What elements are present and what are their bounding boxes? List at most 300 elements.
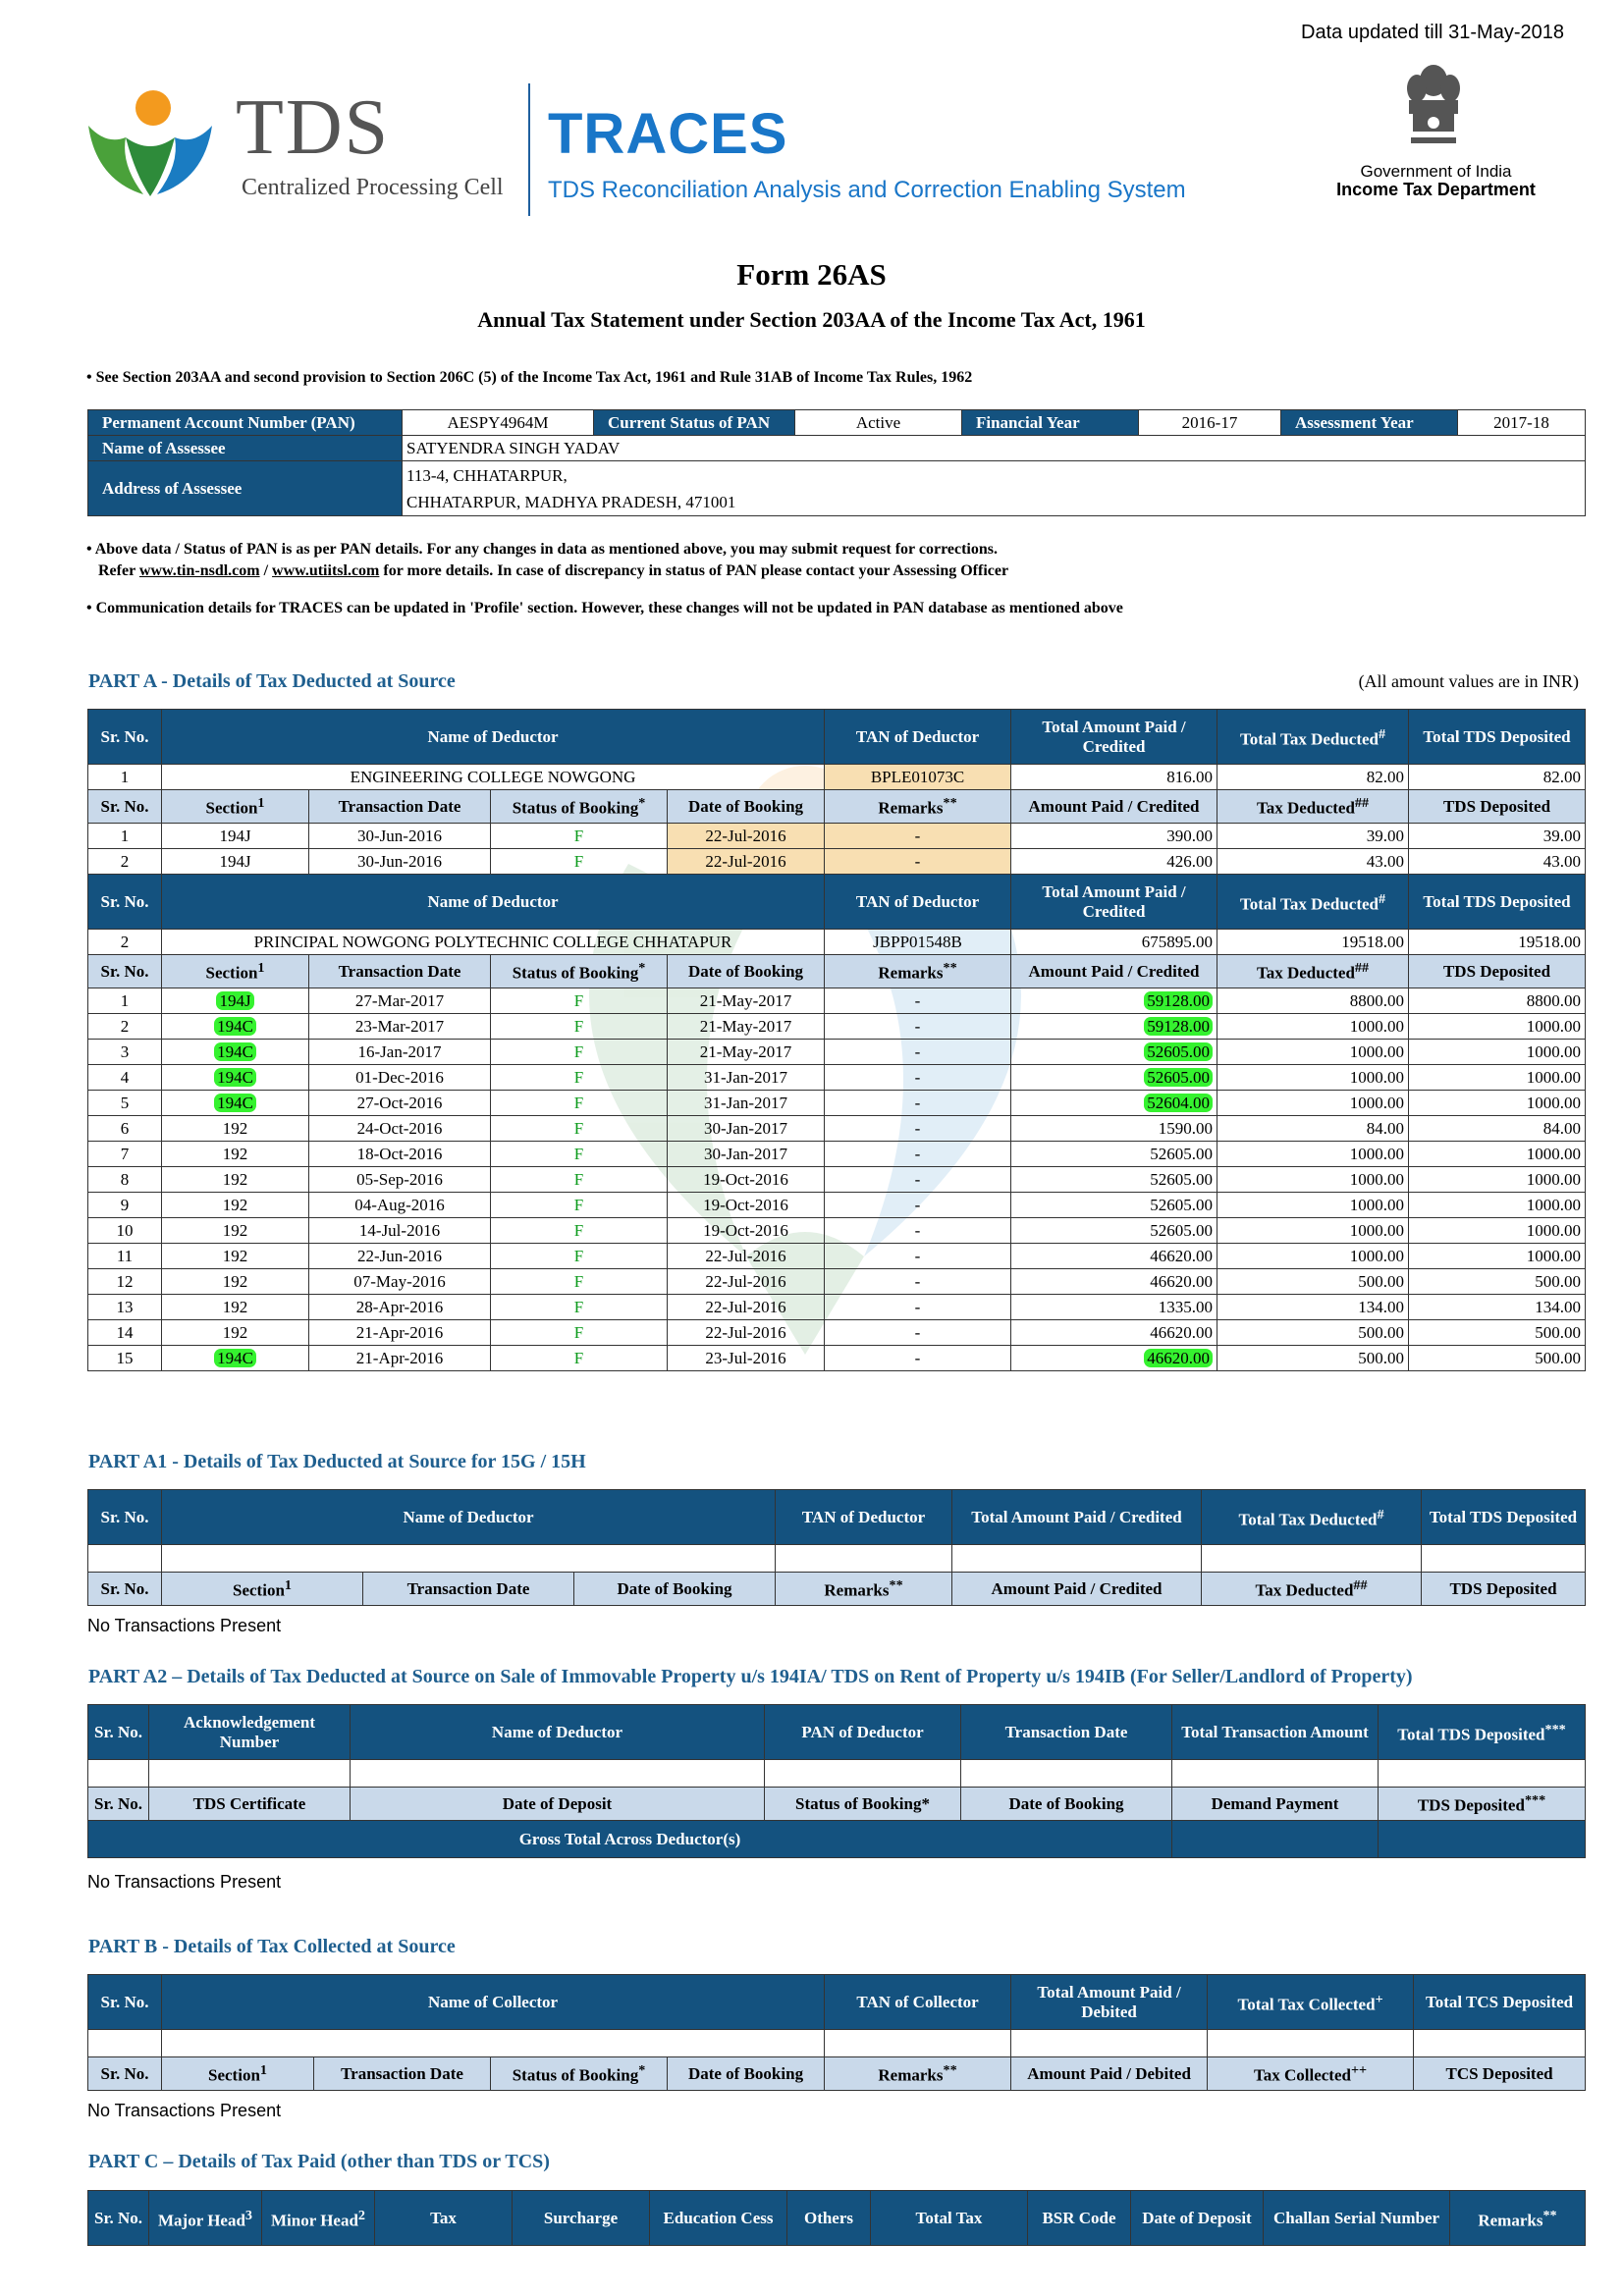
form-title: Form 26AS — [736, 257, 887, 292]
b-hdr-tan: TAN of Collector — [825, 1975, 1011, 2030]
txn-status: F — [491, 1014, 668, 1040]
hdr-total-tds: Total TDS Deposited — [1409, 875, 1586, 930]
income-tax-dept-label: Income Tax Department — [1336, 180, 1536, 199]
sub-sr: Sr. No. — [88, 955, 162, 988]
txn-remarks: - — [825, 988, 1011, 1014]
transaction-row — [88, 1167, 1586, 1193]
a1-sub-tds: TDS Deposited — [1422, 1573, 1586, 1606]
txn-sr: 9 — [88, 1193, 162, 1218]
txn-remarks: - — [825, 824, 1011, 849]
transaction-row — [88, 1116, 1586, 1142]
txn-section: 192 — [162, 1218, 309, 1244]
b-hdr-total-tcs: Total TCS Deposited — [1414, 1975, 1586, 2030]
txn-date: 01-Dec-2016 — [309, 1065, 491, 1091]
txn-tax: 500.00 — [1217, 1320, 1409, 1346]
txn-status: F — [491, 1116, 668, 1142]
sub-tax: Tax Deducted## — [1217, 955, 1409, 988]
txn-remarks: - — [825, 1295, 1011, 1320]
c-hdr-others: Others — [787, 2191, 871, 2246]
txn-status: F — [491, 1167, 668, 1193]
txn-tax: 1000.00 — [1217, 1040, 1409, 1065]
txn-booking-date: 21-May-2017 — [668, 1040, 825, 1065]
sub-section: Section$^1$ — [162, 790, 309, 824]
c-hdr-challan-serial: Challan Serial Number — [1264, 2191, 1450, 2246]
note-pan-details: • Above data / Status of PAN is as per PAN details. For any changes in data as mentioned above, you may submit request for corrections. Refer www.tin-nsdl.com / www.utiitsl.com for more details. In case of discrepancy in status of PAN please contact your Assessing Officer — [86, 541, 1009, 579]
b-sub-booking-date: Date of Booking — [668, 2057, 825, 2091]
b-hdr-total-tax: Total Tax Collected+ — [1208, 1975, 1414, 2030]
txn-sr: 14 — [88, 1320, 162, 1346]
txn-booking-date: 22-Jul-2016 — [668, 849, 825, 875]
sub-txn-date: Transaction Date — [309, 955, 491, 988]
a1-no-transactions: No Transactions Present — [87, 1616, 282, 1635]
txn-date: 27-Oct-2016 — [309, 1091, 491, 1116]
txn-remarks: - — [825, 1142, 1011, 1167]
c-hdr-sr: Sr. No. — [88, 2191, 149, 2246]
txn-remarks: - — [825, 1116, 1011, 1142]
txn-remarks: - — [825, 849, 1011, 875]
txn-booking-date: 30-Jan-2017 — [668, 1142, 825, 1167]
part-c-table — [87, 2190, 1586, 2246]
traces-wordmark: TRACES — [548, 102, 788, 166]
assessee-address-value: 113-4, CHHATARPUR, CHHATARPUR, MADHYA PRADESH, 471001 — [403, 461, 1586, 516]
txn-booking-date: 23-Jul-2016 — [668, 1346, 825, 1371]
txn-status: F — [491, 1142, 668, 1167]
b-sub-tcs: TCS Deposited — [1414, 2057, 1586, 2091]
transaction-row — [88, 1244, 1586, 1269]
txn-sr: 5 — [88, 1091, 162, 1116]
transaction-row — [88, 849, 1586, 875]
sub-section: Section$^1$ — [162, 955, 309, 988]
tds-logo-icon — [86, 86, 214, 204]
txn-status: F — [491, 1040, 668, 1065]
note-section-203aa: • See Section 203AA and second provision to Section 206C (5) of the Income Tax Act, 1961 and Rule 31AB of Income Tax Rules, 1962 — [86, 369, 973, 386]
sub-sr: Sr. No. — [88, 790, 162, 824]
a1-empty-row — [88, 1545, 1586, 1573]
txn-remarks: - — [825, 1244, 1011, 1269]
pan-status-value: Active — [795, 410, 962, 436]
txn-tax: 1000.00 — [1217, 1065, 1409, 1091]
assessee-name-value: SATYENDRA SINGH YADAV — [403, 436, 1586, 461]
txn-remarks: - — [825, 1065, 1011, 1091]
part-c-title: PART C – Details of Tax Paid (other than TDS or TCS) — [88, 2151, 550, 2172]
note-communication: • Communication details for TRACES can be updated in 'Profile' section. However, these changes will not be updated in PAN database as mentioned above — [86, 600, 1123, 616]
hdr-tan: TAN of Deductor — [825, 875, 1011, 930]
txn-tds: 43.00 — [1409, 849, 1586, 875]
txn-date: 16-Jan-2017 — [309, 1040, 491, 1065]
txn-tax: 500.00 — [1217, 1269, 1409, 1295]
sub-tds: TDS Deposited — [1409, 790, 1586, 824]
txn-date: 24-Oct-2016 — [309, 1116, 491, 1142]
hdr-deductor-name: Name of Deductor — [162, 710, 825, 765]
a2-hdr-pan: PAN of Deductor — [765, 1705, 961, 1760]
b-sub-remarks: Remarks** — [825, 2057, 1011, 2091]
txn-remarks: - — [825, 1014, 1011, 1040]
a1-hdr-sr: Sr. No. — [88, 1490, 162, 1545]
utiitsl-link[interactable]: www.utiitsl.com — [272, 562, 380, 579]
pan-status-label: Current Status of PAN — [594, 410, 795, 436]
txn-booking-date: 21-May-2017 — [668, 988, 825, 1014]
txn-section: 192 — [162, 1269, 309, 1295]
txn-status: F — [491, 1346, 668, 1371]
txn-sr: 15 — [88, 1346, 162, 1371]
txn-tds: 500.00 — [1409, 1346, 1586, 1371]
txn-tds: 500.00 — [1409, 1269, 1586, 1295]
deductor-row — [88, 930, 1586, 955]
a1-hdr-name: Name of Deductor — [162, 1490, 776, 1545]
sub-txn-date: Transaction Date — [309, 790, 491, 824]
txn-status: F — [491, 849, 668, 875]
a2-sub-certificate: TDS Certificate — [149, 1788, 351, 1821]
txn-amount: 426.00 — [1011, 849, 1217, 875]
transaction-row — [88, 1040, 1586, 1065]
a2-hdr-name: Name of Deductor — [351, 1705, 765, 1760]
a1-sub-sr: Sr. No. — [88, 1573, 162, 1606]
txn-tax: 43.00 — [1217, 849, 1409, 875]
txn-booking-date: 31-Jan-2017 — [668, 1065, 825, 1091]
txn-date: 27-Mar-2017 — [309, 988, 491, 1014]
c-hdr-minor-head: Minor Head$^2$ — [262, 2191, 375, 2246]
txn-date: 28-Apr-2016 — [309, 1295, 491, 1320]
c-hdr-bsr-code: BSR Code — [1028, 2191, 1131, 2246]
txn-amount: 52604.00 — [1011, 1091, 1217, 1116]
txn-tds: 39.00 — [1409, 824, 1586, 849]
a2-sub-booking-date: Date of Booking — [961, 1788, 1172, 1821]
hdr-total-tax: Total Tax Deducted# — [1217, 875, 1409, 930]
hdr-tan: TAN of Deductor — [825, 710, 1011, 765]
b-hdr-sr: Sr. No. — [88, 1975, 162, 2030]
tin-nsdl-link[interactable]: www.tin-nsdl.com — [138, 562, 260, 579]
txn-tds: 1000.00 — [1409, 1244, 1586, 1269]
txn-tds: 134.00 — [1409, 1295, 1586, 1320]
txn-sr: 2 — [88, 1014, 162, 1040]
sub-status: Status of Booking* — [491, 790, 668, 824]
part-a-table — [87, 709, 1586, 1371]
txn-tax: 1000.00 — [1217, 1091, 1409, 1116]
sub-booking-date: Date of Booking — [668, 955, 825, 988]
txn-section: 194C — [162, 1014, 309, 1040]
txn-section: 194C — [162, 1091, 309, 1116]
a2-sub-demand: Demand Payment — [1172, 1788, 1379, 1821]
financial-year-value: 2016-17 — [1139, 410, 1281, 436]
txn-remarks: - — [825, 1040, 1011, 1065]
b-hdr-total-paid: Total Amount Paid / Debited — [1011, 1975, 1208, 2030]
txn-date: 05-Sep-2016 — [309, 1167, 491, 1193]
txn-amount: 1335.00 — [1011, 1295, 1217, 1320]
txn-remarks: - — [825, 1167, 1011, 1193]
assessment-year-value: 2017-18 — [1458, 410, 1586, 436]
txn-amount: 46620.00 — [1011, 1244, 1217, 1269]
txn-amount: 52605.00 — [1011, 1167, 1217, 1193]
part-a1-table — [87, 1489, 1586, 1606]
a2-hdr-sr: Sr. No. — [88, 1705, 149, 1760]
txn-date: 30-Jun-2016 — [309, 824, 491, 849]
part-a1-title: PART A1 - Details of Tax Deducted at Source for 15G / 15H — [88, 1451, 586, 1472]
c-hdr-education-cess: Education Cess — [650, 2191, 787, 2246]
c-hdr-total-tax: Total Tax — [871, 2191, 1028, 2246]
txn-date: 23-Mar-2017 — [309, 1014, 491, 1040]
txn-sr: 8 — [88, 1167, 162, 1193]
a1-hdr-tan: TAN of Deductor — [776, 1490, 952, 1545]
txn-date: 22-Jun-2016 — [309, 1244, 491, 1269]
deductor-total-paid: 816.00 — [1011, 765, 1217, 790]
txn-booking-date: 22-Jul-2016 — [668, 1244, 825, 1269]
a2-gross-total: Gross Total Across Deductor(s) — [88, 1821, 1172, 1858]
txn-section: 192 — [162, 1142, 309, 1167]
header-divider — [528, 83, 530, 216]
c-hdr-tax: Tax — [375, 2191, 513, 2246]
txn-status: F — [491, 1295, 668, 1320]
transaction-row — [88, 1065, 1586, 1091]
transaction-row — [88, 1193, 1586, 1218]
tds-subtitle: Centralized Processing Cell — [242, 175, 504, 200]
txn-remarks: - — [825, 1218, 1011, 1244]
txn-amount: 52605.00 — [1011, 1218, 1217, 1244]
transaction-row — [88, 1142, 1586, 1167]
txn-amount: 46620.00 — [1011, 1320, 1217, 1346]
txn-status: F — [491, 1244, 668, 1269]
sub-tds: TDS Deposited — [1409, 955, 1586, 988]
deductor-total-paid: 675895.00 — [1011, 930, 1217, 955]
a2-empty-row — [88, 1760, 1586, 1788]
txn-sr: 1 — [88, 988, 162, 1014]
assessee-table — [87, 409, 1586, 516]
sub-remarks: Remarks** — [825, 790, 1011, 824]
txn-sr: 4 — [88, 1065, 162, 1091]
txn-booking-date: 22-Jul-2016 — [668, 1295, 825, 1320]
txn-booking-date: 22-Jul-2016 — [668, 1320, 825, 1346]
txn-amount: 52605.00 — [1011, 1040, 1217, 1065]
transaction-row — [88, 1320, 1586, 1346]
txn-section: 194J — [162, 824, 309, 849]
txn-section: 194J — [162, 849, 309, 875]
b-sub-txn-date: Transaction Date — [314, 2057, 491, 2091]
deductor-total-tds: 82.00 — [1409, 765, 1586, 790]
sub-amount: Amount Paid / Credited — [1011, 955, 1217, 988]
txn-booking-date: 22-Jul-2016 — [668, 1269, 825, 1295]
txn-section: 194J — [162, 988, 309, 1014]
a1-hdr-total-tds: Total TDS Deposited — [1422, 1490, 1586, 1545]
assessment-year-label: Assessment Year — [1281, 410, 1458, 436]
txn-date: 18-Oct-2016 — [309, 1142, 491, 1167]
txn-tds: 1000.00 — [1409, 1218, 1586, 1244]
national-emblem-icon — [1399, 59, 1468, 157]
deductor-name: PRINCIPAL NOWGONG POLYTECHNIC COLLEGE CHHATAPUR — [162, 930, 825, 955]
txn-remarks: - — [825, 1346, 1011, 1371]
txn-date: 30-Jun-2016 — [309, 849, 491, 875]
txn-remarks: - — [825, 1193, 1011, 1218]
txn-sr: 10 — [88, 1218, 162, 1244]
sub-tax: Tax Deducted## — [1217, 790, 1409, 824]
deductor-row — [88, 765, 1586, 790]
b-no-transactions: No Transactions Present — [87, 2101, 282, 2120]
financial-year-label: Financial Year — [962, 410, 1139, 436]
sub-remarks: Remarks** — [825, 955, 1011, 988]
deductor-sr: 1 — [88, 765, 162, 790]
txn-section: 194C — [162, 1065, 309, 1091]
txn-section: 194C — [162, 1040, 309, 1065]
a1-sub-amount: Amount Paid / Credited — [952, 1573, 1202, 1606]
txn-tds: 1000.00 — [1409, 1142, 1586, 1167]
part-a2-title: PART A2 – Details of Tax Deducted at Source on Sale of Immovable Property u/s 194IA/ TDS on Rent of Property u/s 194IB (For Seller/Landlord of Property) — [88, 1666, 1413, 1687]
txn-booking-date: 30-Jan-2017 — [668, 1116, 825, 1142]
txn-status: F — [491, 1320, 668, 1346]
transaction-row — [88, 1269, 1586, 1295]
txn-status: F — [491, 824, 668, 849]
part-b-title: PART B - Details of Tax Collected at Source — [88, 1936, 456, 1957]
txn-booking-date: 19-Oct-2016 — [668, 1167, 825, 1193]
gov-of-india-label: Government of India — [1360, 162, 1512, 181]
a1-hdr-total-tax: Total Tax Deducted# — [1202, 1490, 1422, 1545]
pan-label: Permanent Account Number (PAN) — [88, 410, 403, 436]
b-sub-sr: Sr. No. — [88, 2057, 162, 2091]
a2-hdr-total-tds: Total TDS Deposited*** — [1379, 1705, 1586, 1760]
txn-tds: 1000.00 — [1409, 1167, 1586, 1193]
txn-tax: 1000.00 — [1217, 1167, 1409, 1193]
transaction-row — [88, 1295, 1586, 1320]
part-b-table — [87, 1974, 1586, 2091]
txn-section: 192 — [162, 1320, 309, 1346]
deductor-tan: JBPP01548B — [825, 930, 1011, 955]
sub-amount: Amount Paid / Credited — [1011, 790, 1217, 824]
txn-sr: 12 — [88, 1269, 162, 1295]
deductor-name: ENGINEERING COLLEGE NOWGONG — [162, 765, 825, 790]
a1-sub-remarks: Remarks** — [776, 1573, 952, 1606]
txn-booking-date: 31-Jan-2017 — [668, 1091, 825, 1116]
txn-section: 192 — [162, 1244, 309, 1269]
txn-amount: 59128.00 — [1011, 988, 1217, 1014]
txn-date: 21-Apr-2016 — [309, 1346, 491, 1371]
txn-tax: 84.00 — [1217, 1116, 1409, 1142]
b-sub-tax: Tax Collected++ — [1208, 2057, 1414, 2091]
txn-section: 192 — [162, 1167, 309, 1193]
hdr-deductor-name: Name of Deductor — [162, 875, 825, 930]
deductor-total-tds: 19518.00 — [1409, 930, 1586, 955]
txn-tax: 1000.00 — [1217, 1014, 1409, 1040]
txn-date: 07-May-2016 — [309, 1269, 491, 1295]
txn-remarks: - — [825, 1091, 1011, 1116]
txn-tax: 1000.00 — [1217, 1244, 1409, 1269]
txn-tax: 8800.00 — [1217, 988, 1409, 1014]
a2-hdr-txn-date: Transaction Date — [961, 1705, 1172, 1760]
a2-sub-sr: Sr. No. — [88, 1788, 149, 1821]
deductor-sr: 2 — [88, 930, 162, 955]
c-hdr-major-head: Major Head$^3$ — [149, 2191, 262, 2246]
deductor-total-tax: 19518.00 — [1217, 930, 1409, 955]
txn-amount: 1590.00 — [1011, 1116, 1217, 1142]
txn-remarks: - — [825, 1269, 1011, 1295]
txn-section: 192 — [162, 1295, 309, 1320]
assessee-address-label: Address of Assessee — [88, 461, 403, 516]
txn-tax: 134.00 — [1217, 1295, 1409, 1320]
transaction-row — [88, 824, 1586, 849]
txn-status: F — [491, 1269, 668, 1295]
b-sub-section: Section$^1$ — [162, 2057, 314, 2091]
txn-tds: 500.00 — [1409, 1320, 1586, 1346]
data-updated-note: Data updated till 31-May-2018 — [1301, 22, 1564, 43]
txn-tds: 1000.00 — [1409, 1091, 1586, 1116]
txn-booking-date: 21-May-2017 — [668, 1014, 825, 1040]
pan-value: AESPY4964M — [403, 410, 594, 436]
assessee-name-label: Name of Assessee — [88, 436, 403, 461]
txn-amount: 52605.00 — [1011, 1193, 1217, 1218]
c-hdr-remarks: Remarks** — [1450, 2191, 1586, 2246]
txn-sr: 1 — [88, 824, 162, 849]
txn-status: F — [491, 1091, 668, 1116]
transaction-row — [88, 1346, 1586, 1371]
txn-booking-date: 22-Jul-2016 — [668, 824, 825, 849]
c-hdr-surcharge: Surcharge — [513, 2191, 650, 2246]
a1-hdr-total-paid: Total Amount Paid / Credited — [952, 1490, 1202, 1545]
hdr-sr: Sr. No. — [88, 710, 162, 765]
b-sub-amount: Amount Paid / Debited — [1011, 2057, 1208, 2091]
hdr-total-tds: Total TDS Deposited — [1409, 710, 1586, 765]
txn-tds: 1000.00 — [1409, 1040, 1586, 1065]
txn-tax: 1000.00 — [1217, 1193, 1409, 1218]
txn-tax: 500.00 — [1217, 1346, 1409, 1371]
txn-tds: 1000.00 — [1409, 1065, 1586, 1091]
transaction-row — [88, 988, 1586, 1014]
txn-section: 192 — [162, 1193, 309, 1218]
txn-date: 14-Jul-2016 — [309, 1218, 491, 1244]
hdr-total-paid: Total Amount Paid / Credited — [1011, 875, 1217, 930]
a2-gross-amount — [1172, 1821, 1379, 1858]
txn-amount: 59128.00 — [1011, 1014, 1217, 1040]
txn-tds: 1000.00 — [1409, 1014, 1586, 1040]
txn-sr: 3 — [88, 1040, 162, 1065]
txn-tax: 1000.00 — [1217, 1142, 1409, 1167]
txn-sr: 11 — [88, 1244, 162, 1269]
tds-wordmark: TDS — [236, 84, 391, 171]
traces-subtitle: TDS Reconciliation Analysis and Correction Enabling System — [548, 177, 1186, 203]
sub-booking-date: Date of Booking — [668, 790, 825, 824]
b-sub-status: Status of Booking* — [491, 2057, 668, 2091]
deductor-tan: BPLE01073C — [825, 765, 1011, 790]
txn-amount: 52605.00 — [1011, 1142, 1217, 1167]
txn-amount: 52605.00 — [1011, 1065, 1217, 1091]
a1-sub-txn-date: Transaction Date — [363, 1573, 574, 1606]
txn-status: F — [491, 988, 668, 1014]
txn-status: F — [491, 1193, 668, 1218]
txn-amount: 46620.00 — [1011, 1269, 1217, 1295]
deductor-total-tax: 82.00 — [1217, 765, 1409, 790]
txn-status: F — [491, 1218, 668, 1244]
a1-sub-tax: Tax Deducted## — [1202, 1573, 1422, 1606]
a1-sub-booking-date: Date of Booking — [574, 1573, 776, 1606]
txn-tax: 1000.00 — [1217, 1218, 1409, 1244]
form-subtitle: Annual Tax Statement under Section 203AA of the Income Tax Act, 1961 — [477, 307, 1146, 332]
txn-amount: 46620.00 — [1011, 1346, 1217, 1371]
txn-sr: 6 — [88, 1116, 162, 1142]
txn-amount: 390.00 — [1011, 824, 1217, 849]
txn-booking-date: 19-Oct-2016 — [668, 1193, 825, 1218]
txn-sr: 13 — [88, 1295, 162, 1320]
part-a-title: PART A - Details of Tax Deducted at Source — [88, 670, 456, 692]
txn-tds: 8800.00 — [1409, 988, 1586, 1014]
a2-sub-deposit-date: Date of Deposit — [351, 1788, 765, 1821]
a2-no-transactions: No Transactions Present — [87, 1872, 282, 1892]
txn-section: 192 — [162, 1116, 309, 1142]
txn-booking-date: 19-Oct-2016 — [668, 1218, 825, 1244]
txn-status: F — [491, 1065, 668, 1091]
txn-sr: 7 — [88, 1142, 162, 1167]
txn-date: 04-Aug-2016 — [309, 1193, 491, 1218]
txn-remarks: - — [825, 1320, 1011, 1346]
sub-status: Status of Booking* — [491, 955, 668, 988]
hdr-sr: Sr. No. — [88, 875, 162, 930]
c-hdr-deposit-date: Date of Deposit — [1131, 2191, 1264, 2246]
a2-gross-tds — [1379, 1821, 1586, 1858]
inr-note: (All amount values are in INR) — [1358, 671, 1579, 691]
